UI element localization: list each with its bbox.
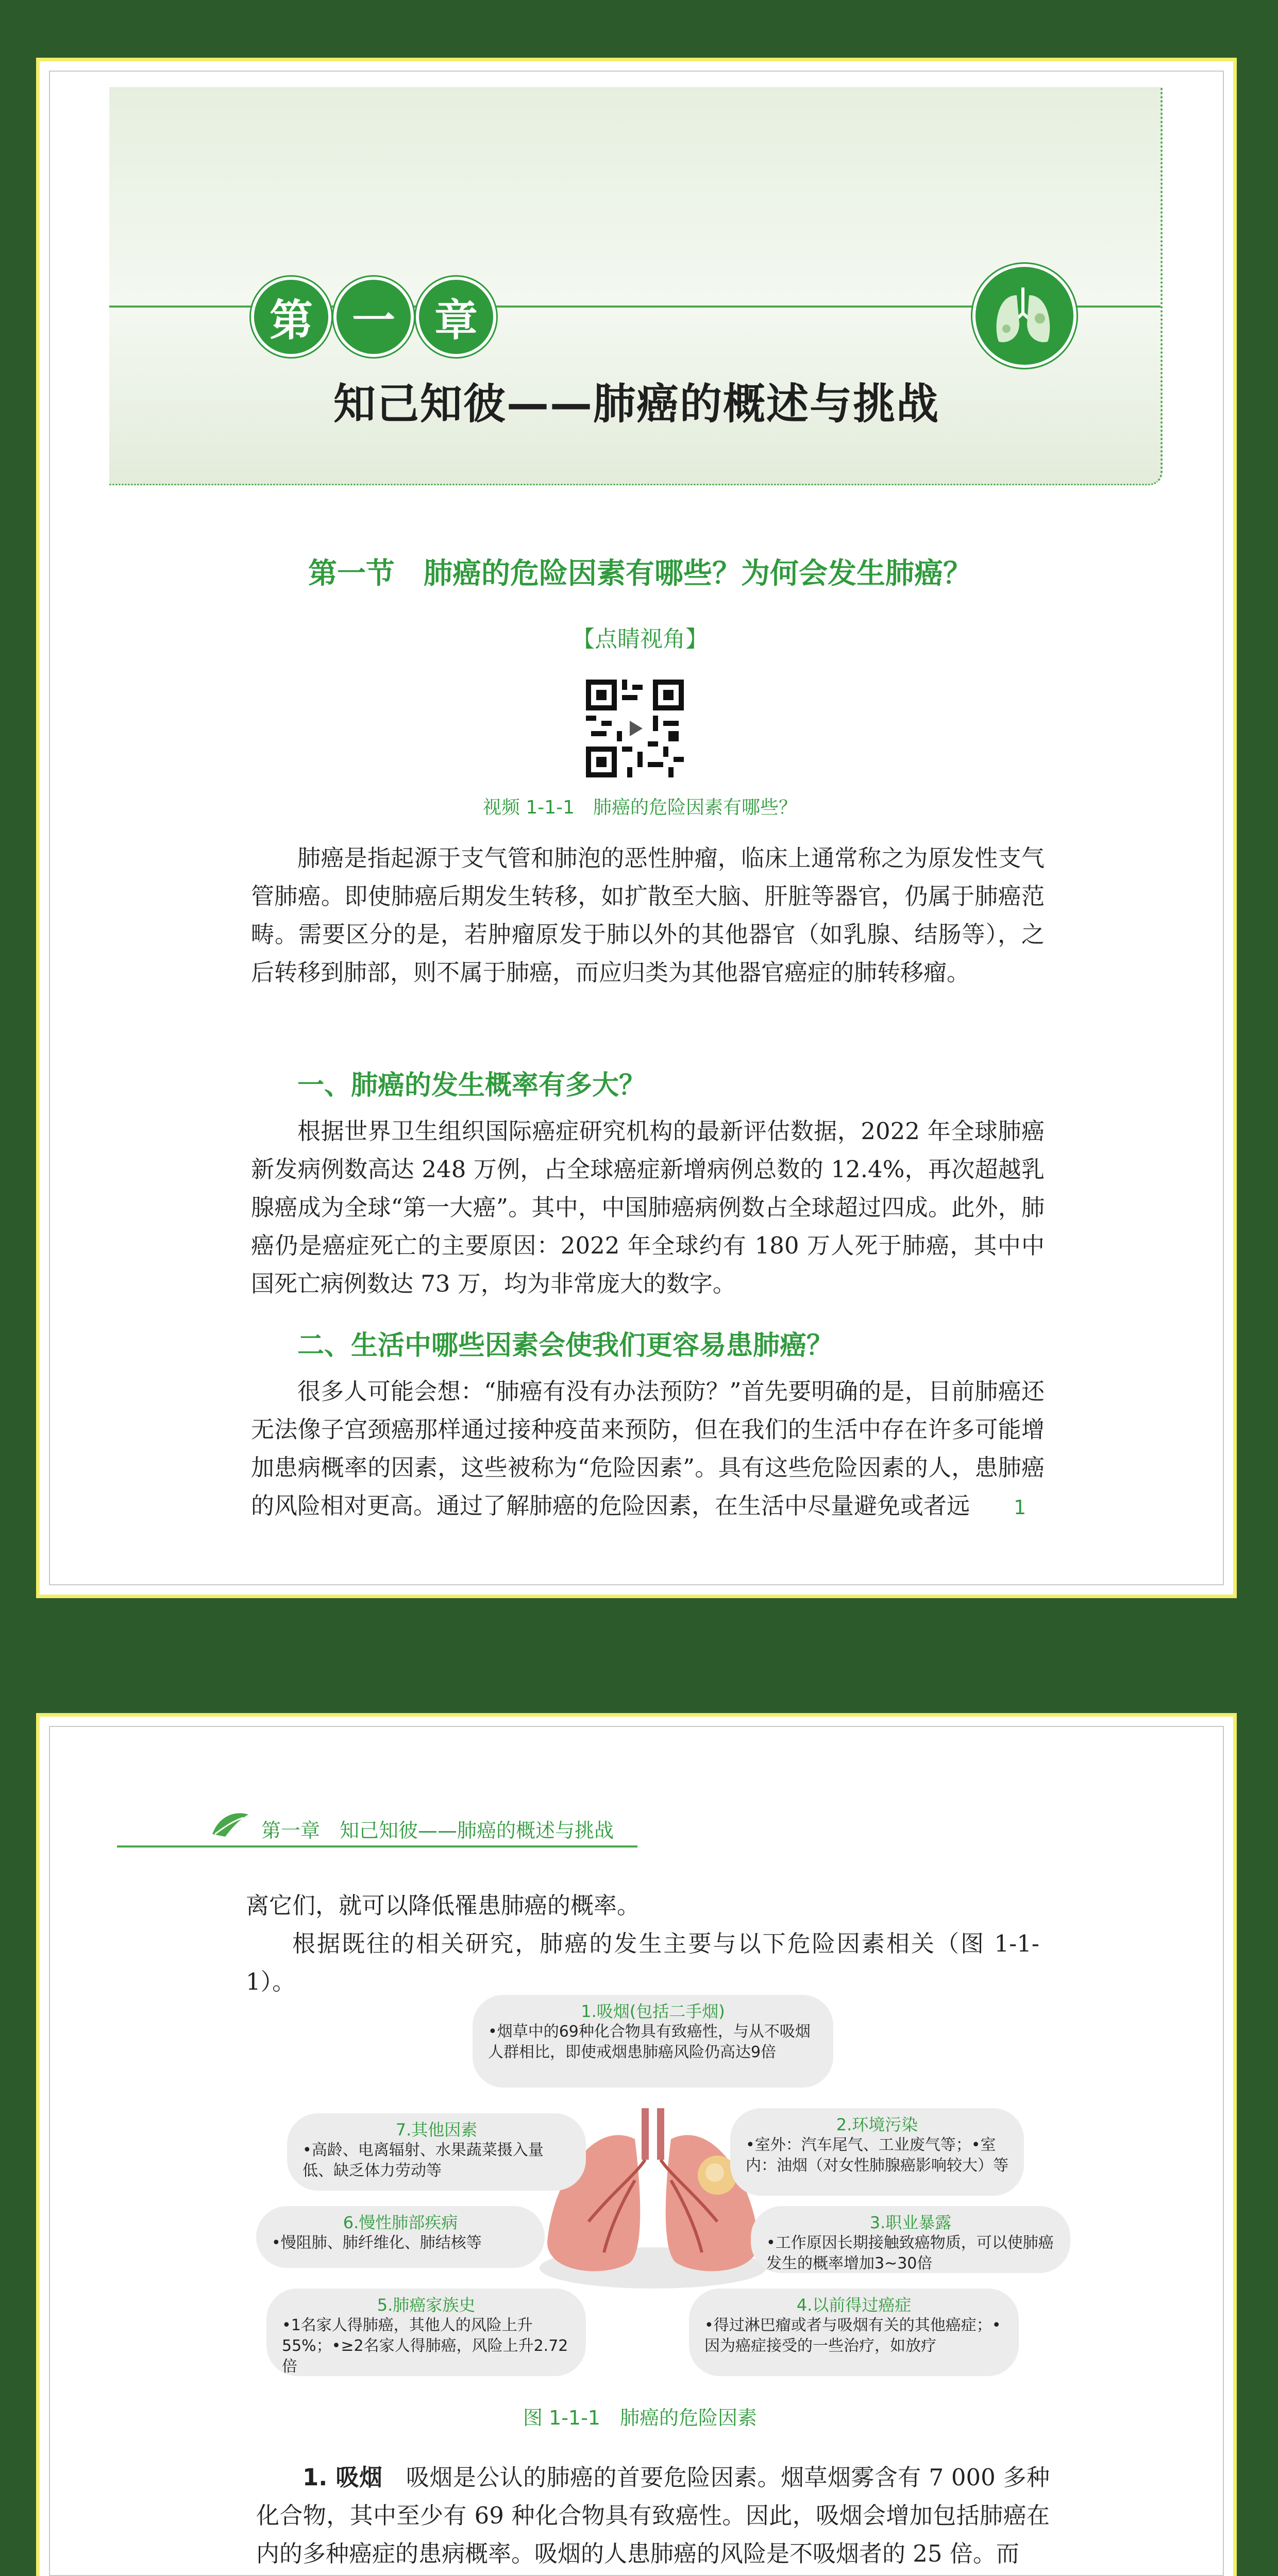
paragraph-text: 很多人可能会想：“肺癌有没有办法预防？”首先要明确的是，目前肺癌还无法像子宫颈癌那样通过接种疫苗来预防，但在我们的生活中存在许多可能增加患病概率的因素，这些被称为“危险因素”。具有这些危险因素的人，患肺癌的风险相对更高。通过了解肺癌的危险因素，在生活中尽量避免或者远 (251, 1378, 1045, 1519)
running-head: 第一章 知己知彼——肺癌的概述与挑战 (261, 1819, 614, 1842)
risk-factor-bubble (689, 2289, 1019, 2376)
factor-title: 1.吸烟(包括二手烟) (581, 2002, 725, 2021)
paragraph-text: 离它们，就可以降低罹患肺癌的概率。 (246, 1892, 641, 1919)
leaf-icon (210, 1808, 251, 1839)
paragraph-continued (246, 1887, 1039, 2001)
risk-factor-bubble (730, 2108, 1024, 2196)
factor-title: 2.环境污染 (836, 2115, 918, 2134)
factor-text: •得过淋巴瘤或者与吸烟有关的其他癌症；•因为癌症接受的一些治疗，如放疗 (704, 2316, 1001, 2355)
factor-text: •烟草中的69种化合物具有致癌性，与从不吸烟人群相比，即使戒烟患肺癌风险仍高达9倍 (488, 2023, 811, 2061)
paragraph-incidence (251, 1112, 1045, 1303)
video-caption: 视频 1-1-1 肺癌的危险因素有哪些？ (482, 797, 798, 818)
paragraph-text (256, 2459, 1050, 2573)
book-page-2 (36, 1713, 1237, 2576)
chapter-char-1: 第 (251, 277, 331, 357)
factor-text: •室外：汽车尾气、工业废气等；•室内：油烟（对女性肺腺癌影响较大）等 (746, 2136, 1008, 2175)
running-head-rule (117, 1845, 637, 1848)
factor-title: 5.肺癌家族史 (377, 2295, 476, 2315)
paragraph-smoking (256, 2459, 1050, 2576)
factor-title: 7.其他因素 (395, 2120, 478, 2140)
paragraph-body: 吸烟是公认的肺癌的首要危险因素。烟草烟雾含有 7 000 多种化合物，其中至少有 69 种化合物具有致癌性。因此，吸烟会增加包括肺癌在内的多种癌症的患病概率。吸烟的人患肺癌的风险是不吸烟者的 25 倍。而 (256, 2464, 1050, 2567)
page-number: 1 (1014, 1496, 1027, 1519)
chapter-char-3: 章 (416, 277, 496, 357)
risk-factor-bubble (473, 1995, 833, 2088)
lung-icon (972, 264, 1077, 368)
factor-text: •高龄、电离辐射、水果蔬菜摄入量低、缺乏体力劳动等 (302, 2141, 544, 2180)
risk-factor-bubble (287, 2113, 586, 2191)
factor-title: 3.职业暴露 (869, 2213, 952, 2232)
factor-title: 4.以前得过癌症 (796, 2295, 912, 2315)
factor-title: 6.慢性肺部疾病 (343, 2213, 458, 2232)
heading-risk-factors: 二、生活中哪些因素会使我们更容易患肺癌？ (297, 1330, 834, 1361)
heading-incidence: 一、肺癌的发生概率有多大？ (297, 1070, 646, 1101)
qr-code-icon[interactable] (586, 680, 684, 777)
figure-caption: 图 1-1-1 肺癌的危险因素 (523, 2406, 758, 2429)
paragraph-prevention (251, 1372, 1045, 1519)
paragraph-text: 根据既往的相关研究，肺癌的发生主要与以下危险因素相关（图 1-1-1）。 (246, 1930, 1039, 1995)
factor-text: •工作原因长期接触致癌物质，可以使肺癌发生的概率增加3~30倍 (766, 2234, 1054, 2273)
paragraph-intro (251, 839, 1045, 992)
chapter-title: 知己知彼——肺癌的概述与挑战 (333, 380, 940, 429)
paragraph-text: 根据世界卫生组织国际癌症研究机构的最新评估数据，2022 年全球肺癌新发病例数高达 248 万例，占全球癌症新增病例总数的 12.4%，再次超越乳腺癌成为全球“第一大癌”。其中，中国肺癌病例数占全球超过四成。此外，肺癌仍是癌症死亡的主要原因：2022 年全球约有 180 万人死于肺癌，其中中国死亡病例数达 73 万，均为非常庞大的数字。 (251, 1117, 1045, 1297)
risk-factor-bubble (266, 2289, 586, 2376)
insight-tag: 【点睛视角】 (572, 626, 708, 652)
factor-text: •1名家人得肺癌，其他人的风险上升55%；•≥2名家人得肺癌，风险上升2.72倍 (282, 2316, 568, 2376)
factor-text: •慢阻肺、肺纤维化、肺结核等 (272, 2234, 482, 2252)
paragraph-text: 肺癌是指起源于支气管和肺泡的恶性肿瘤，临床上通常称之为原发性支气管肺癌。即使肺癌后期发生转移，如扩散至大脑、肝脏等器官，仍属于肺癌范畴。需要区分的是，若肿瘤原发于肺以外的其他器官（如乳腺、结肠等），之后转移到肺部，则不属于肺癌，而应归类为其他器官癌症的肺转移瘤。 (251, 844, 1045, 986)
risk-factor-bubble (751, 2206, 1070, 2273)
risk-factor-bubble (256, 2206, 545, 2268)
book-page-1 (36, 58, 1237, 1598)
paragraph-lead: 1. 吸烟 (302, 2464, 383, 2491)
chapter-char-2: 一 (333, 277, 414, 357)
section-title: 第一节 肺癌的危险因素有哪些？为何会发生肺癌？ (308, 556, 972, 590)
